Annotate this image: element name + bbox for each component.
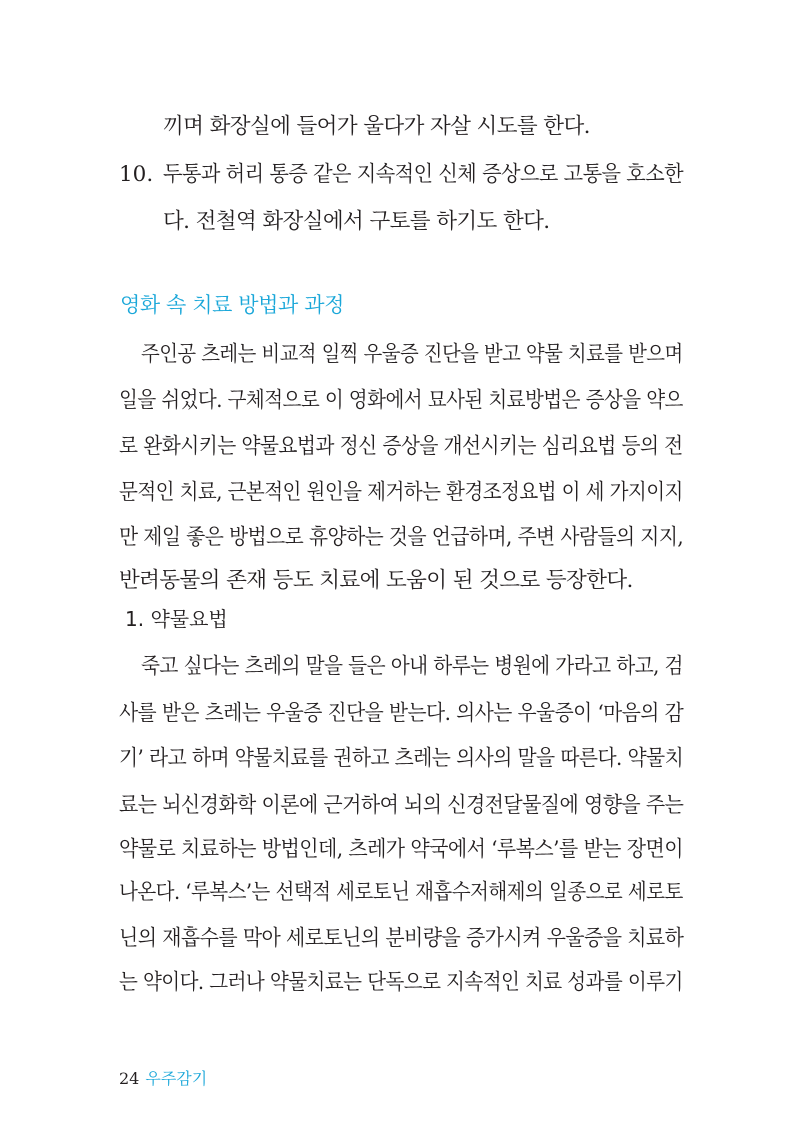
paragraph-2-line-1: 죽고 싶다는 츠레의 말을 들은 아내 하루는 병원에 가라고 하고, 검 xyxy=(141,654,683,679)
subsection-heading: 1. 약물요법 xyxy=(125,607,228,631)
paragraph-1-line-6: 반려동물의 존재 등도 치료에 도움이 된 것으로 등장한다. xyxy=(119,568,633,593)
paragraph-1-line-3: 로 완화시키는 약물요법과 정신 증상을 개선시키는 심리요법 등의 전 xyxy=(119,434,683,459)
page-number: 24 xyxy=(119,1069,140,1088)
list-item-10-line-1: 두통과 허리 통증 같은 지속적인 신체 증상으로 고통을 호소한 xyxy=(163,162,684,187)
paragraph-2-line-3: 기’ 라고 하며 약물치료를 권하고 츠레는 의사의 말을 따른다. 약물치 xyxy=(119,746,684,771)
paragraph-2-line-6: 나온다. ‘루복스’는 선택적 세로토닌 재흡수저해제의 일종으로 세로토 xyxy=(119,880,683,905)
list-item-9-continuation: 끼며 화장실에 들어가 울다가 자살 시도를 한다. xyxy=(163,114,590,139)
paragraph-2-line-7: 닌의 재흡수를 막아 세로토닌의 분비량을 증가시켜 우울증을 치료하 xyxy=(119,926,684,951)
paragraph-2-line-4: 료는 뇌신경화학 이론에 근거하여 뇌의 신경전달물질에 영향을 주는 xyxy=(119,793,684,818)
paragraph-2-line-5: 약물로 치료하는 방법인데, 츠레가 약국에서 ‘루복스’를 받는 장면이 xyxy=(119,837,683,862)
paragraph-1-line-1: 주인공 츠레는 비교적 일찍 우울증 진단을 받고 약물 치료를 받으며 xyxy=(141,342,683,367)
page-footer xyxy=(119,1068,207,1090)
section-heading: 영화 속 치료 방법과 과정 xyxy=(120,293,344,317)
paragraph-1-line-4: 문적인 치료, 근본적인 원인을 제거하는 환경조정요법 이 세 가지이지 xyxy=(119,480,683,505)
list-item-10-line-2: 다. 전철역 화장실에서 구토를 하기도 한다. xyxy=(163,209,550,234)
paragraph-1-line-2: 일을 쉬었다. 구체적으로 이 영화에서 묘사된 치료방법은 증상을 약으 xyxy=(119,388,683,413)
list-item-10-number: 10. xyxy=(119,162,154,187)
paragraph-1-line-5: 만 제일 좋은 방법으로 휴양하는 것을 언급하며, 주변 사람들의 지지, xyxy=(119,525,684,550)
book-title: 우주감기 xyxy=(145,1069,208,1088)
paragraph-2-line-2: 사를 받은 츠레는 우울증 진단을 받는다. 의사는 우울증이 ‘마음의 감 xyxy=(119,701,684,726)
paragraph-2-line-8: 는 약이다. 그러나 약물치료는 단독으로 지속적인 치료 성과를 이루기 xyxy=(119,970,683,995)
